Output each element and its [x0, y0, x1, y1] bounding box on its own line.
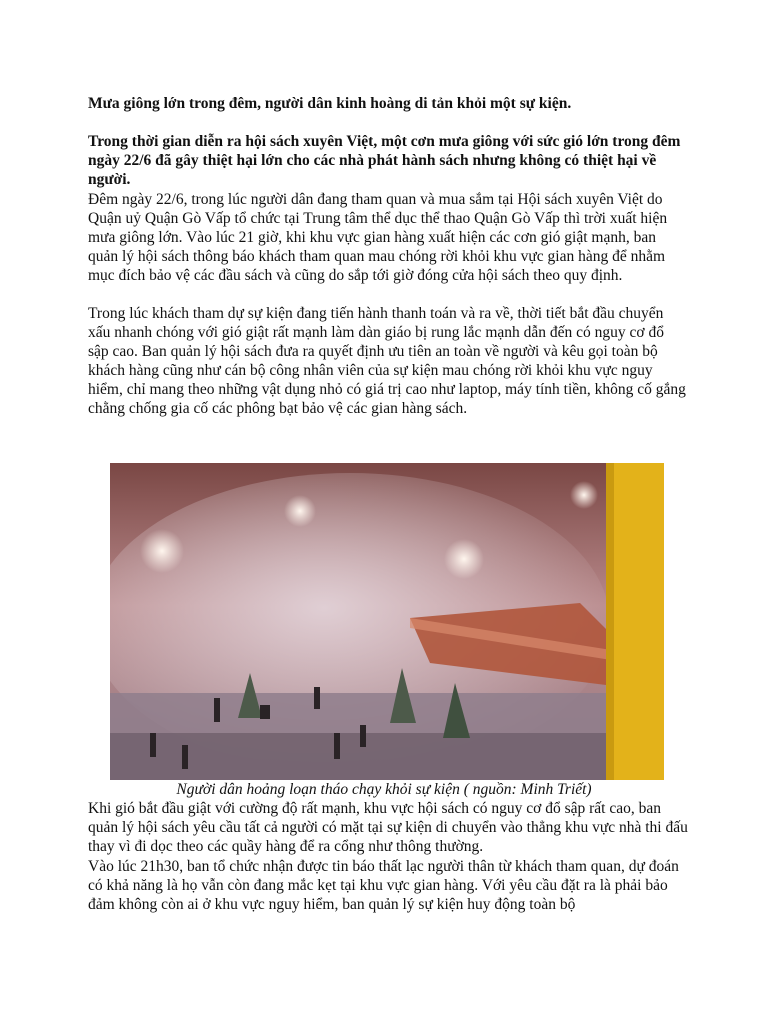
article-lead: Trong thời gian diễn ra hội sách xuyên Việt, một cơn mưa giông với sức gió lớn trong đêm ngày 22/6 đã gây thiệt hại lớn cho các nhà phát hành sách nhưng không có thiệt hại về người.	[88, 133, 681, 188]
paragraph-3: Khi gió bắt đầu giật với cường độ rất mạnh, khu vực hội sách có nguy cơ đổ sập rất cao, ban quản lý hội sách yêu cầu tất cả người có mặt tại sự kiện di chuyển vào thẳng khu vực nhà thi đấu thay vì đi dọc theo các quầy hàng để ra cổng như thông thường.	[88, 800, 688, 855]
figure-caption: Người dân hoảng loạn tháo chạy khỏi sự kiện ( nguồn: Minh Triết)	[176, 781, 592, 798]
storm-photo	[110, 463, 664, 780]
paragraph-4: Vào lúc 21h30, ban tổ chức nhận được tin báo thất lạc người thân từ khách tham quan, dự đoán có khả năng là họ vẫn còn đang mắc kẹt tại khu vực gian hàng. Với yêu cầu đặt ra là phải bảo đảm không còn ai ở khu vực nguy hiểm, ban quản lý sự kiện huy động toàn bộ	[88, 858, 679, 913]
article-title: Mưa giông lớn trong đêm, người dân kinh hoàng di tản khỏi một sự kiện.	[88, 95, 572, 112]
paragraph-1: Đêm ngày 22/6, trong lúc người dân đang tham quan và mua sắm tại Hội sách xuyên Việt do Quận uỷ Quận Gò Vấp tổ chức tại Trung tâm thể dục thể thao Quận Gò Vấp thì trời xuất hiện mưa giông lớn. Vào lúc 21 giờ, khi khu vực gian hàng xuất hiện các cơn gió giật mạnh, ban quản lý hội sách thông báo khách tham quan mau chóng rời khỏi khu vực gian hàng để nhằm mục đích bảo vệ các đầu sách và cũng do sắp tới giờ đóng cửa hội sách theo quy định.	[88, 191, 668, 284]
paragraph-2: Trong lúc khách tham dự sự kiện đang tiến hành thanh toán và ra về, thời tiết bắt đầu chuyển xấu nhanh chóng với gió giật rất mạnh làm dàn giáo bị rung lắc mạnh dẫn đến có nguy cơ đổ sập cao. Ban quản lý hội sách đưa ra quyết định ưu tiên an toàn về người và kêu gọi toàn bộ khách hàng cũng như cán bộ công nhân viên của sự kiện mau chóng rời khỏi khu vực nguy hiểm, chỉ mang theo những vật dụng nhỏ có giá trị cao như laptop, máy tính tiền, không cố gắng chằng chống gia cố các phông bạt bảo vệ các gian hàng sách.	[88, 305, 686, 417]
